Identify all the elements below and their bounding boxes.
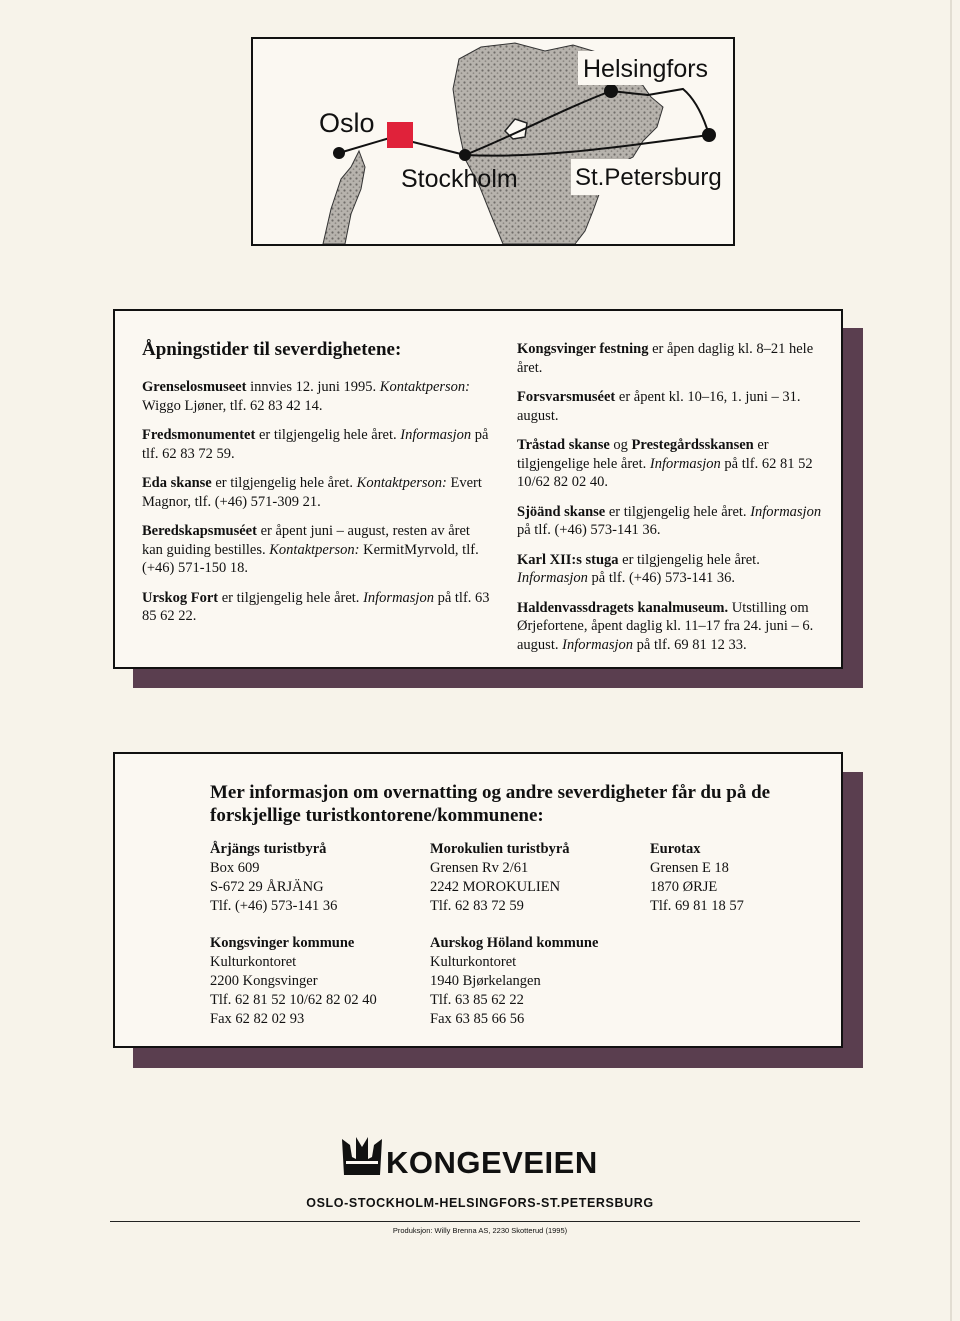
office-line: Tlf. 62 83 72 59 bbox=[430, 898, 524, 914]
office-line: S-672 29 ÅRJÄNG bbox=[210, 879, 324, 895]
entry-text: innvies 12. juni 1995. bbox=[246, 379, 377, 395]
attraction-entry bbox=[517, 503, 832, 540]
office-kongsvinger bbox=[210, 934, 425, 1029]
stockholm-label: Stockholm bbox=[401, 165, 518, 193]
entry-info: Wiggo Ljøner, tlf. 62 83 42 14. bbox=[142, 397, 323, 414]
entry-info: på tlf. 63 85 62 22. bbox=[142, 589, 490, 624]
petersburg-dot bbox=[702, 128, 716, 142]
attraction-entry bbox=[142, 474, 492, 511]
office-arjang bbox=[210, 840, 425, 916]
entry-name: Urskog Fort bbox=[142, 589, 219, 606]
red-marker bbox=[387, 122, 413, 148]
oslo-dot bbox=[333, 147, 345, 159]
entry-name: Sjöänd skanse bbox=[517, 503, 606, 520]
entry-text: er tilgjengelig hele året. bbox=[618, 551, 760, 568]
office-line: 1940 Bjørkelangen bbox=[430, 973, 541, 989]
office-line: Kulturkontoret bbox=[430, 954, 517, 970]
attraction-entry bbox=[142, 522, 492, 578]
opening-right-column bbox=[517, 340, 832, 665]
entry-name: Fredsmonumentet bbox=[142, 427, 256, 443]
entry-label: Kontaktperson: bbox=[356, 475, 447, 491]
entry-name: Haldenvassdragets kanalmuseum. bbox=[517, 599, 729, 616]
office-name: Aurskog Höland kommune bbox=[430, 935, 599, 951]
office-morokulien bbox=[430, 840, 645, 916]
office-line: Grensen Rv 2/61 bbox=[430, 860, 529, 876]
entry-name: Grenselosmuseet bbox=[142, 379, 247, 395]
office-name: Kongsvinger kommune bbox=[210, 935, 355, 951]
entry-text: er tilgjengelig hele året. bbox=[605, 503, 747, 520]
opening-left-column bbox=[142, 378, 492, 637]
office-aurskog bbox=[430, 934, 645, 1029]
entry-label: Informasjon bbox=[562, 636, 634, 653]
office-line: Box 609 bbox=[210, 860, 260, 876]
office-line: Grensen E 18 bbox=[650, 860, 729, 876]
office-line: Kulturkontoret bbox=[210, 954, 297, 970]
entry-info: på tlf. (+46) 573-141 36. bbox=[587, 570, 736, 586]
helsingfors-label: Helsingfors bbox=[583, 55, 709, 83]
office-line: Fax 62 82 02 93 bbox=[210, 1011, 305, 1027]
entry-label: Kontaktperson: bbox=[269, 541, 360, 558]
office-line: Fax 63 85 66 56 bbox=[430, 1011, 525, 1027]
entry-name2: Prestegårdsskansen bbox=[631, 437, 754, 453]
logo-text: KONGEVEIEN bbox=[386, 1145, 598, 1180]
entry-label: Informasjon bbox=[750, 503, 822, 520]
entry-label: Kontaktperson: bbox=[379, 379, 470, 395]
office-line: 2242 MOROKULIEN bbox=[430, 879, 561, 895]
attraction-entry bbox=[517, 599, 832, 655]
entry-name: Eda skanse bbox=[142, 475, 212, 491]
office-name: Morokulien turistbyrå bbox=[430, 841, 570, 857]
office-name: Eurotax bbox=[650, 841, 701, 857]
entry-info: på tlf. (+46) 573-141 36. bbox=[517, 522, 661, 538]
map-land-sweden bbox=[323, 151, 365, 244]
attraction-entry bbox=[517, 551, 832, 588]
entry-info: KermitMyrvold, tlf. (+46) 571-150 18. bbox=[142, 541, 479, 576]
kongeveien-logo bbox=[340, 1135, 600, 1183]
entry-info: på tlf. 62 83 72 59. bbox=[142, 427, 489, 462]
attraction-entry bbox=[517, 340, 832, 377]
entry-info: Evert Magnor, tlf. (+46) 571-309 21. bbox=[142, 475, 482, 510]
entry-label: Informasjon bbox=[517, 570, 588, 586]
offices-title: Mer informasjon om overnatting og andre severdigheter får du på de forskjellige turistkontorene/kommunene: bbox=[210, 782, 771, 826]
route-line: OSLO-STOCKHOLM-HELSINGFORS-ST.PETERSBURG bbox=[306, 1196, 654, 1210]
opening-hours-box bbox=[113, 309, 843, 669]
entry-text: er tilgjengelig hele året. bbox=[211, 475, 354, 491]
stockholm-dot bbox=[459, 149, 471, 161]
entry-label: Informasjon bbox=[363, 589, 434, 606]
opening-hours-title: Åpningstider til severdighetene: bbox=[142, 339, 402, 360]
entry-text: er åpent kl. 10–16, 1. juni – 31. august. bbox=[517, 389, 801, 424]
entry-name: Kongsvinger festning bbox=[517, 341, 649, 357]
entry-text: er tilgjengelig hele året. bbox=[255, 427, 397, 443]
office-line: Tlf. 69 81 18 57 bbox=[650, 898, 744, 914]
entry-name: Tråstad skanse bbox=[517, 437, 610, 453]
entry-text: er åpent juni – august, resten av året kan guiding bestilles. bbox=[142, 523, 470, 558]
office-line: 1870 ØRJE bbox=[650, 879, 718, 895]
entry-name: Beredskapsmuséet bbox=[142, 523, 257, 539]
entry-text: og bbox=[609, 437, 632, 453]
petersburg-label: St.Petersburg bbox=[575, 164, 722, 191]
route-map bbox=[251, 37, 735, 246]
office-line: 2200 Kongsvinger bbox=[210, 973, 318, 989]
office-line: Tlf. 62 81 52 10/62 82 02 40 bbox=[210, 992, 377, 1008]
entry-info: på tlf. 62 81 52 10/62 82 02 40. bbox=[517, 455, 813, 490]
entry-name: Forsvarsmuséet bbox=[517, 389, 616, 405]
entry-text: er åpen daglig kl. 8–21 hele året. bbox=[517, 341, 814, 376]
attraction-entry bbox=[142, 426, 492, 463]
entry-text: er tilgjengelig hele året. bbox=[218, 589, 360, 606]
crown-icon bbox=[340, 1135, 384, 1181]
entry-text2: er tilgjengelige hele året. bbox=[517, 437, 769, 472]
oslo-label: Oslo bbox=[319, 108, 375, 138]
production-credit: Produksjon: Willy Brenna AS, 2230 Skotterud (1995) bbox=[392, 1226, 568, 1235]
office-name: Årjängs turistbyrå bbox=[210, 841, 327, 857]
entry-label: Informasjon bbox=[400, 427, 472, 443]
offices-box bbox=[113, 752, 843, 1048]
entry-name: Karl XII:s stuga bbox=[517, 551, 619, 568]
attraction-entry bbox=[517, 436, 832, 492]
attraction-entry bbox=[517, 388, 832, 425]
entry-label: Informasjon bbox=[649, 455, 721, 472]
office-eurotax bbox=[650, 840, 865, 916]
entry-info: på tlf. 69 81 12 33. bbox=[633, 636, 747, 653]
page-edge bbox=[950, 0, 952, 1321]
office-line: Tlf. (+46) 573-141 36 bbox=[210, 898, 338, 914]
attraction-entry bbox=[142, 378, 492, 415]
attraction-entry bbox=[142, 589, 492, 626]
office-line: Tlf. 63 85 62 22 bbox=[430, 992, 524, 1008]
footer-rule bbox=[110, 1221, 860, 1222]
entry-text: Utstilling om Ørjefortene, åpent daglig kl. 11–17 fra 24. juni – 6. august. bbox=[517, 599, 814, 653]
helsingfors-dot bbox=[604, 84, 618, 98]
